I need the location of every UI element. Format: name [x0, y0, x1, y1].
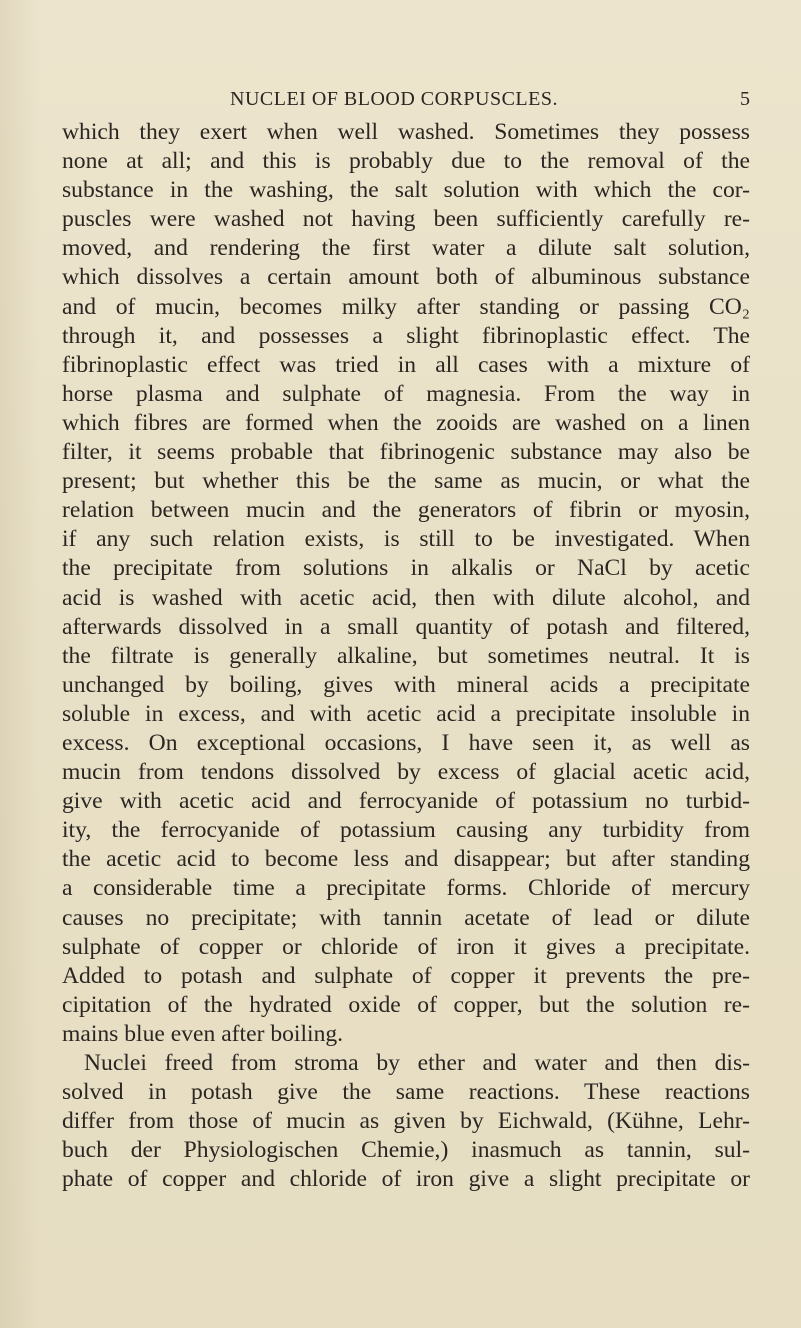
text-line: cipitation of the hydrated oxide of copper, but the solution re-	[62, 991, 750, 1018]
text-line: if any such relation exists, is still to be investigated. When	[62, 526, 750, 553]
text-line: unchanged by boiling, gives with mineral acids a precipitate	[62, 671, 750, 698]
text-line: which dissolves a certain amount both of albuminous substance	[62, 264, 750, 291]
text-line: the precipitate from solutions in alkalis or NaCl by acetic	[62, 555, 750, 582]
text-line: which fibres are formed when the zooids are washed on a linen	[62, 409, 750, 436]
text-line: through it, and possesses a slight fibrinoplastic effect. The	[62, 322, 750, 349]
text-line: none at all; and this is probably due to the removal of the	[62, 148, 750, 175]
text-line: and of mucin, becomes milky after standing or passing CO₂	[62, 293, 750, 320]
page-number: 5	[740, 88, 750, 110]
body-text	[62, 118, 750, 1194]
text-line: solved in potash give the same reactions. These reactions	[62, 1079, 750, 1106]
text-line: a considerable time a precipitate forms. Chloride of mercury	[62, 875, 750, 902]
text-line: phate of copper and chloride of iron give a slight precipitate or	[62, 1166, 750, 1193]
text-line: afterwards dissolved in a small quantity of potash and filtered,	[62, 613, 750, 640]
text-line: Nuclei freed from stroma by ether and water and then dis-	[84, 1050, 750, 1076]
text-line: relation between mucin and the generators of fibrin or myosin,	[62, 497, 750, 524]
text-line: Added to potash and sulphate of copper it prevents the pre-	[62, 962, 750, 989]
text-line: mucin from tendons dissolved by excess of glacial acetic acid,	[62, 759, 750, 786]
text-line: soluble in excess, and with acetic acid a precipitate insoluble in	[62, 700, 750, 727]
text-line: excess. On exceptional occasions, I have seen it, as well as	[62, 729, 750, 756]
page-header	[60, 88, 750, 118]
text-line: substance in the washing, the salt solution with which the cor-	[62, 177, 750, 204]
text-line: the filtrate is generally alkaline, but sometimes neutral. It is	[62, 642, 750, 669]
text-line: present; but whether this be the same as mucin, or what the	[62, 468, 750, 495]
text-line: the acetic acid to become less and disappear; but after standing	[62, 846, 750, 873]
text-line: sulphate of copper or chloride of iron it gives a precipitate.	[62, 933, 750, 960]
paragraph-1	[62, 118, 750, 1049]
text-line: give with acetic acid and ferrocyanide of potassium no turbid-	[62, 788, 750, 815]
text-line: fibrinoplastic effect was tried in all cases with a mixture of	[62, 351, 750, 378]
running-head: NUCLEI OF BLOOD CORPUSCLES.	[230, 88, 558, 110]
text-line: moved, and rendering the first water a dilute salt solution,	[62, 235, 750, 262]
text-line: acid is washed with acetic acid, then with dilute alcohol, and	[62, 584, 750, 611]
paragraph-2	[62, 1049, 750, 1194]
text-line: differ from those of mucin as given by Eichwald, (Kühne, Lehr-	[62, 1108, 750, 1135]
text-line: causes no precipitate; with tannin acetate of lead or dilute	[62, 904, 750, 931]
text-line: ity, the ferrocyanide of potassium causing any turbidity from	[62, 817, 750, 844]
text-line: filter, it seems probable that fibrinogenic substance may also be	[62, 439, 750, 466]
text-line: which they exert when well washed. Sometimes they possess	[62, 119, 750, 145]
text-line: horse plasma and sulphate of magnesia. From the way in	[62, 380, 750, 407]
text-line: puscles were washed not having been sufficiently carefully re-	[62, 206, 750, 233]
text-line: buch der Physiologischen Chemie,) inasmuch as tannin, sul-	[62, 1137, 750, 1164]
text-line: mains blue even after boiling.	[62, 1020, 344, 1047]
